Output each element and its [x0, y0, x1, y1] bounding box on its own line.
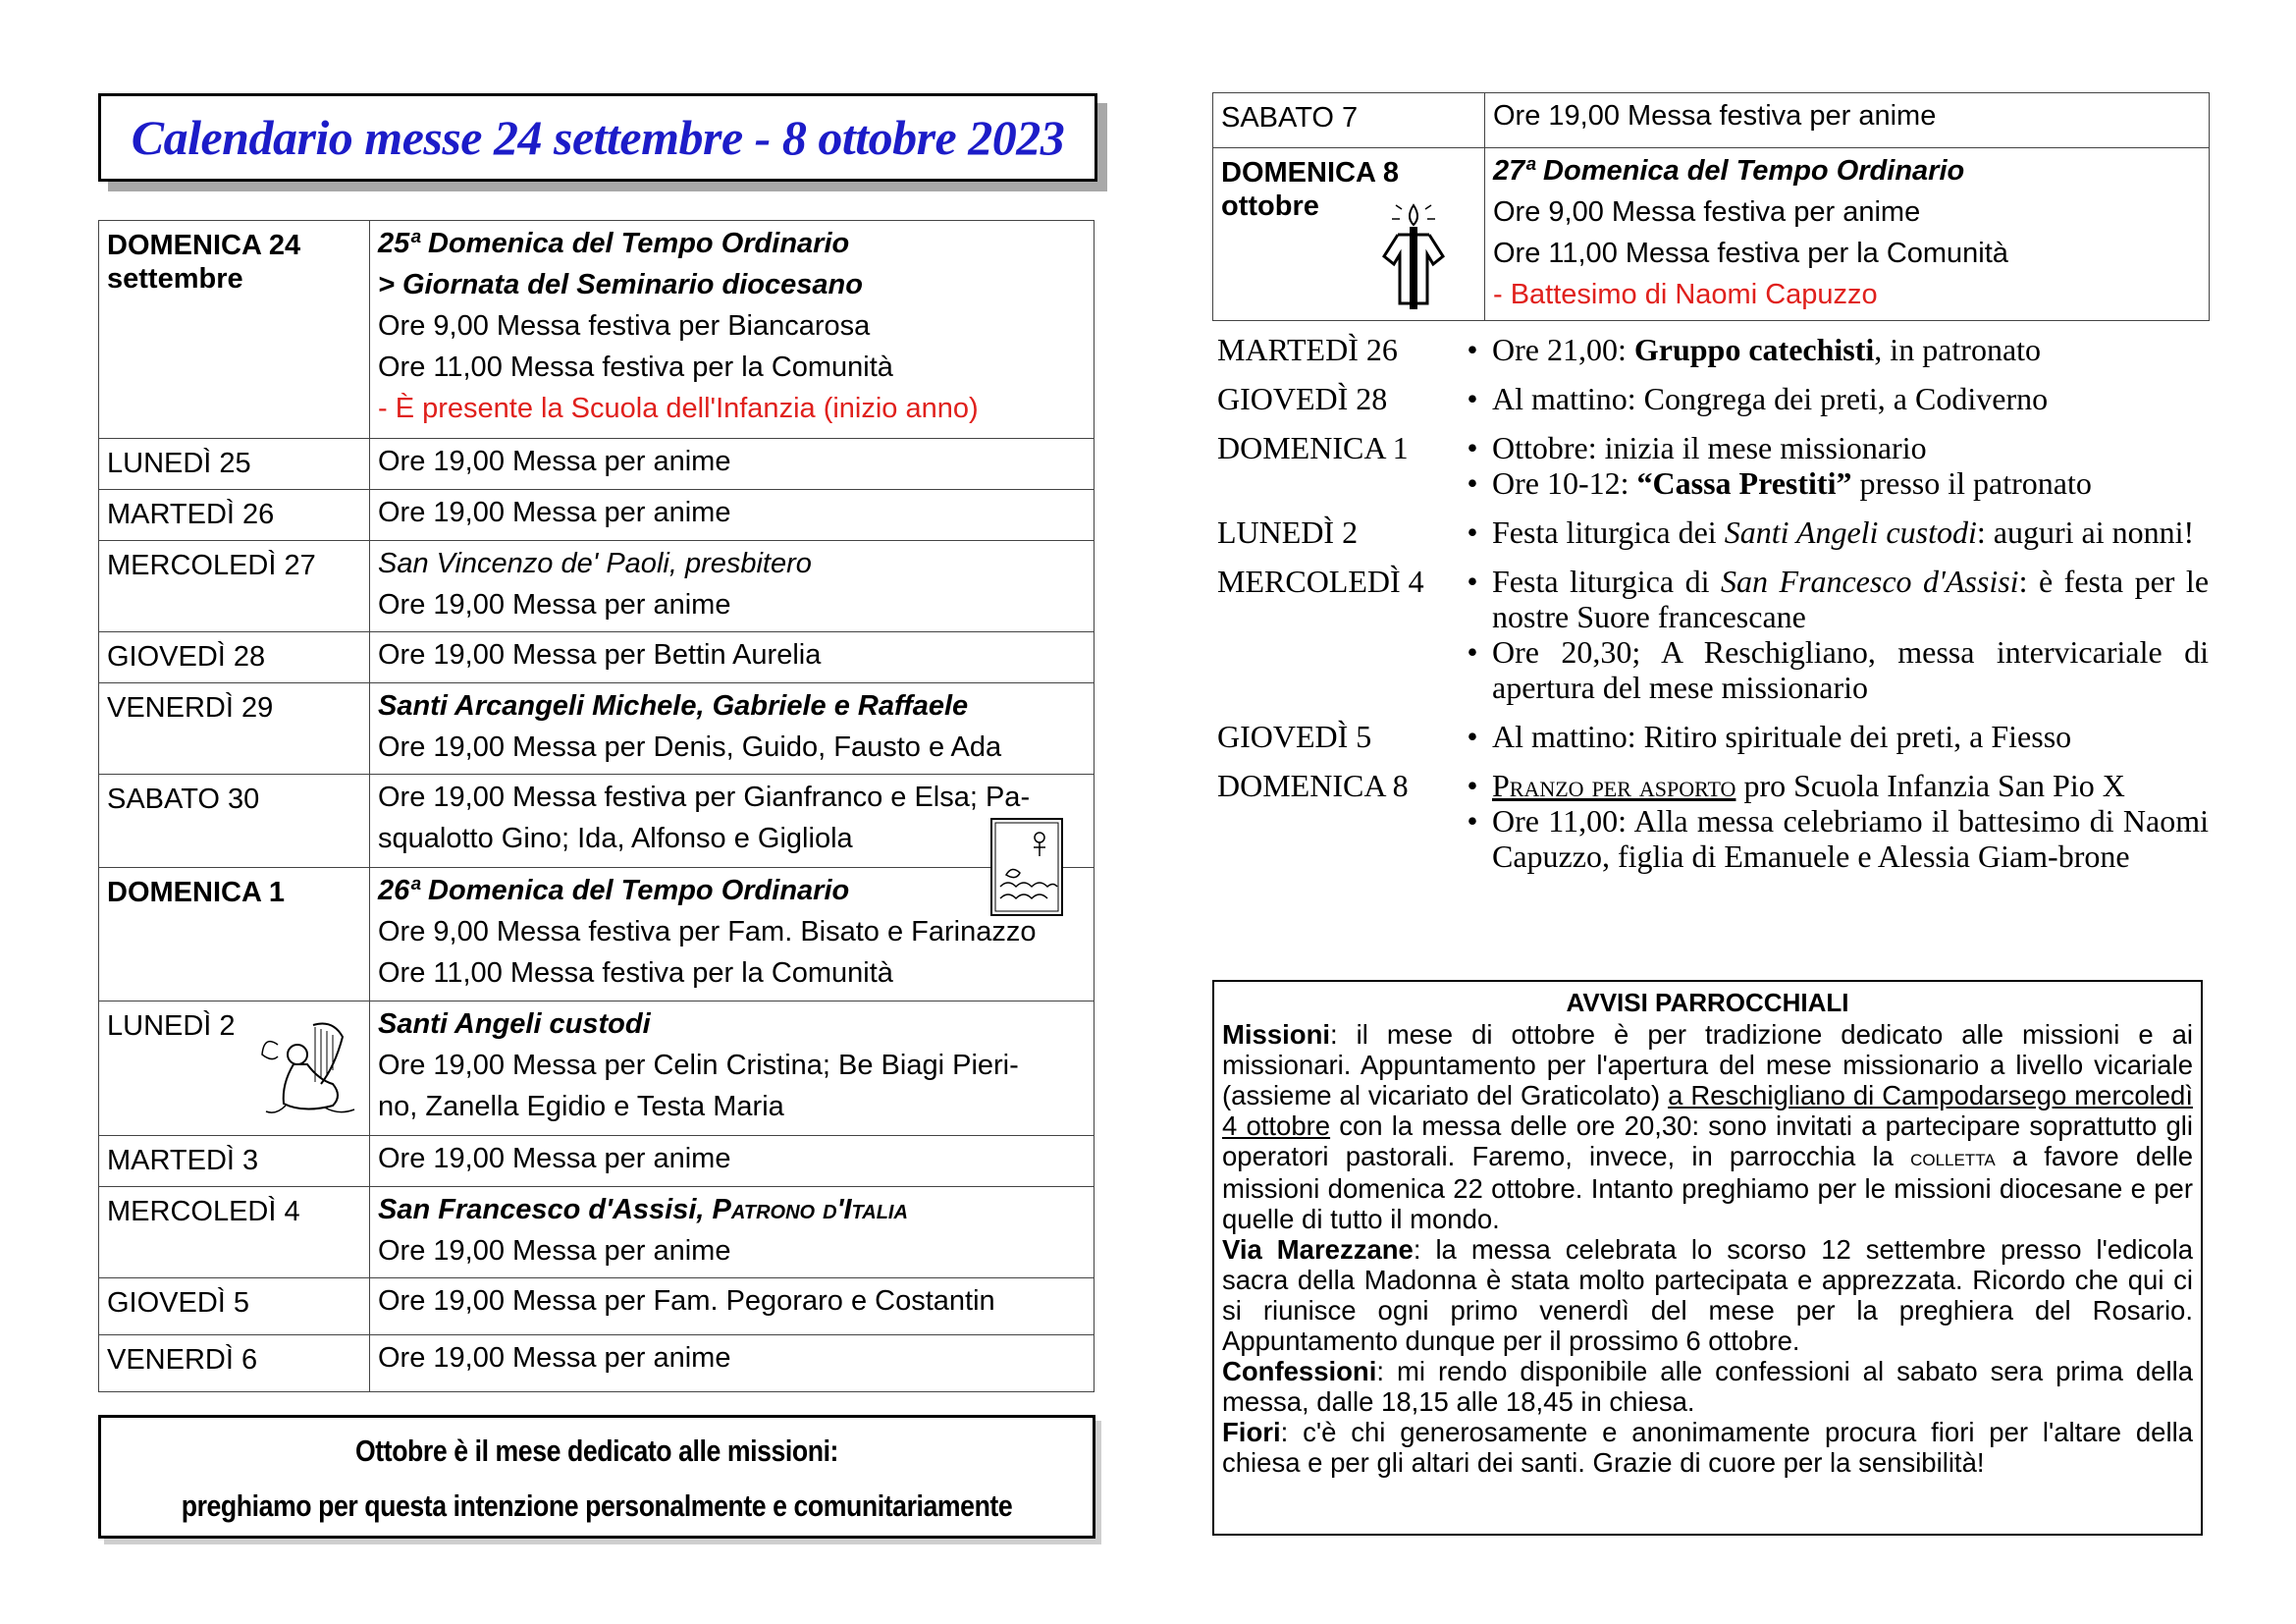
day-cell: DOMENICA 1: [99, 868, 370, 1001]
entry-line: Ore 19,00 Messa per Fam. Pegoraro e Costantin: [378, 1285, 995, 1317]
entry-cell: [370, 439, 1095, 490]
table-row: [99, 541, 1095, 632]
day-cell: MARTEDÌ 3: [99, 1136, 370, 1187]
schedule-item: • Ore 20,30; A Reschigliano, messa intervicariale di apertura del mese missionario: [1453, 634, 2209, 705]
table-row: [99, 683, 1095, 775]
bullet-icon: •: [1467, 768, 1478, 803]
weekly-schedule: [1217, 332, 2209, 888]
entry-line: Ore 19,00 Messa per Bettin Aurelia: [378, 639, 822, 671]
day-cell: VENERDÌ 29: [99, 683, 370, 775]
entry-line: squalotto Gino; Ida, Alfonso e Gigliola: [378, 823, 853, 854]
entry-line: Santi Angeli custodi: [378, 1008, 651, 1040]
table-row: [99, 1278, 1095, 1335]
day-cell: GIOVEDÌ 5: [99, 1278, 370, 1335]
entry-line: Ore 11,00 Messa festiva per la Comunità: [1493, 238, 2008, 269]
entry-cell: [370, 1136, 1095, 1187]
parish-notices-box: [1212, 980, 2203, 1536]
entry-line: Santi Arcangeli Michele, Gabriele e Raffaele: [378, 690, 969, 722]
bullet-icon: •: [1467, 381, 1478, 416]
notice-paragraph: Via Marezzane: la messa celebrata lo scorso 12 settembre presso l'edicola sacra della Madonna è stata molto partecipata e apprezzata. Ricordo che qui ci si riunisce ogni primo venerdì del mese per la preghiera del Rosario. Appuntamento dunque per il prossimo 6 ottobre.: [1222, 1234, 2193, 1356]
schedule-row: [1217, 381, 2209, 416]
bullet-icon: •: [1467, 719, 1478, 754]
entry-line: > Giornata del Seminario diocesano: [378, 269, 863, 300]
table-row: [99, 439, 1095, 490]
day-cell: VENERDÌ 6: [99, 1335, 370, 1392]
schedule-row: [1217, 564, 2209, 705]
table-row: [1213, 148, 2210, 321]
schedule-item: • Al mattino: Congrega dei preti, a Codiverno: [1453, 381, 2209, 416]
table-row: [99, 632, 1095, 683]
mission-line-1: Ottobre è il mese dedicato alle missioni:: [354, 1434, 839, 1468]
mission-box: [98, 1415, 1095, 1539]
schedule-day: LUNEDÌ 2: [1217, 514, 1359, 550]
schedule-row: [1217, 430, 2209, 501]
entry-cell: [370, 683, 1095, 775]
schedule-item: • Ore 10-12: “Cassa Prestiti” presso il patronato: [1453, 465, 2209, 501]
entry-line: - È presente la Scuola dell'Infanzia (inizio anno): [378, 393, 979, 424]
mass-calendar-table-continued: [1212, 92, 2210, 321]
schedule-row: [1217, 332, 2209, 367]
schedule-item: • Pranzo per asporto pro Scuola Infanzia San Pio X: [1453, 768, 2209, 803]
schedule-item: • Ore 11,00: Alla messa celebriamo il battesimo di Naomi Capuzzo, figlia di Emanuele e Alessia Giam-brone: [1453, 803, 2209, 874]
angel-harp-illustration: [256, 1015, 364, 1129]
day-label: DOMENICA 8: [1221, 157, 1399, 189]
table-row: [99, 775, 1095, 868]
bullet-icon: •: [1467, 564, 1478, 599]
schedule-item: • Festa liturgica dei Santi Angeli custodi: auguri ai nonni!: [1453, 514, 2209, 550]
table-row: [99, 1187, 1095, 1278]
patron-title: Patrono d'Italia: [712, 1194, 908, 1225]
entry-line: Ore 19,00 Messa per anime: [378, 1143, 731, 1174]
entry-line: Ore 9,00 Messa festiva per Fam. Bisato e Farinazzo: [378, 916, 1037, 947]
table-row: [99, 1001, 1095, 1136]
entry-line: Ore 11,00 Messa festiva per la Comunità: [378, 957, 893, 989]
schedule-day: DOMENICA 1: [1217, 430, 1409, 465]
table-row: [99, 1136, 1095, 1187]
notice-paragraph: Missioni: il mese di ottobre è per tradizione dedicato alle missioni e ai missionari. Appuntamento per l'apertura del mese missionario a livello vicariale (assieme al vicariato del Graticolato) a Reschigliano di Campodarsego mercoledì 4 ottobre con la messa delle ore 20,30: sono invitati a partecipare soprattutto gli operatori pastorali. Faremo, invece, in parrocchia la colletta a favore delle missioni domenica 22 ottobre. Intanto preghiamo per le missioni diocesane e per quelle di tutto il mondo.: [1222, 1019, 2194, 1234]
schedule-item: • Ottobre: inizia il mese missionario: [1453, 430, 2209, 465]
bullet-icon: •: [1467, 803, 1478, 839]
page-title: Calendario messe 24 settembre - 8 ottobre 2023: [131, 110, 1065, 165]
entry-line: San Vincenzo de' Paoli, presbitero: [378, 548, 812, 579]
day-cell: GIOVEDÌ 28: [99, 632, 370, 683]
entry-line: - Battesimo di Naomi Capuzzo: [1493, 279, 1878, 310]
baptism-garment-candle-illustration: [1380, 199, 1459, 315]
table-row: [99, 490, 1095, 541]
bullet-icon: •: [1467, 514, 1478, 550]
schedule-day: GIOVEDÌ 28: [1217, 381, 1388, 416]
table-row: [99, 868, 1095, 1001]
entry-line: Ore 9,00 Messa festiva per anime: [1493, 196, 1921, 228]
day-cell: MERCOLEDÌ 27: [99, 541, 370, 632]
bullet-icon: •: [1467, 332, 1478, 367]
entry-line: Ore 19,00 Messa festiva per Gianfranco e Elsa; Pa-: [378, 782, 1031, 813]
title-box: [98, 93, 1097, 182]
entry-line: Ore 11,00 Messa festiva per la Comunità: [378, 352, 893, 383]
angels-clouds-illustration: [990, 818, 1063, 916]
entry-line: Ore 9,00 Messa festiva per Biancarosa: [378, 310, 871, 342]
entry-line: Ore 19,00 Messa per Denis, Guido, Fausto e Ada: [378, 731, 1002, 763]
schedule-row: [1217, 768, 2209, 874]
day-cell: SABATO 30: [99, 775, 370, 868]
table-row: [99, 1335, 1095, 1392]
schedule-item: • Al mattino: Ritiro spirituale dei preti, a Fiesso: [1453, 719, 2209, 754]
mission-line-2: preghiamo per questa intenzione personalmente e comunitariamente: [181, 1489, 1013, 1523]
notice-paragraph: Confessioni: mi rendo disponibile alle confessioni al sabato sera prima della messa, dalle 18,15 alle 18,45 in chiesa.: [1222, 1356, 2193, 1417]
schedule-row: [1217, 719, 2209, 754]
day-cell: LUNEDÌ 25: [99, 439, 370, 490]
entry-cell: [370, 775, 1095, 868]
entry-line: no, Zanella Egidio e Testa Maria: [378, 1091, 784, 1122]
entry-line: 25ª Domenica del Tempo Ordinario: [378, 228, 850, 259]
day-label: LUNEDÌ 2: [107, 1010, 236, 1042]
entry-cell: [370, 1187, 1095, 1278]
table-row: [1213, 93, 2210, 148]
bullet-icon: •: [1467, 634, 1478, 670]
notices-title: AVVISI PARROCCHIALI: [1566, 988, 1849, 1017]
entry-cell: [1485, 93, 2210, 148]
schedule-day: MERCOLEDÌ 4: [1217, 564, 1424, 599]
day-cell: MARTEDÌ 26: [99, 490, 370, 541]
entry-line: [378, 1189, 1086, 1230]
entry-line: 27ª Domenica del Tempo Ordinario: [1493, 155, 1965, 187]
entry-cell: [370, 868, 1095, 1001]
day-cell: DOMENICA 24 settembre: [99, 221, 370, 439]
entry-line: Ore 19,00 Messa per anime: [378, 1235, 731, 1267]
mass-calendar-table: [98, 220, 1095, 1392]
entry-cell: [1485, 148, 2210, 321]
entry-cell: [370, 541, 1095, 632]
entry-line: Ore 19,00 Messa per anime: [378, 589, 731, 621]
schedule-day: DOMENICA 8: [1217, 768, 1409, 803]
entry-line: 26ª Domenica del Tempo Ordinario: [378, 875, 850, 906]
entry-cell: [370, 221, 1095, 439]
schedule-item: • Ore 21,00: Gruppo catechisti, in patronato: [1453, 332, 2209, 367]
bullet-icon: •: [1467, 465, 1478, 501]
entry-cell: [370, 1278, 1095, 1335]
schedule-day: MARTEDÌ 26: [1217, 332, 1398, 367]
schedule-row: [1217, 514, 2209, 550]
day-month: settembre: [107, 263, 243, 295]
schedule-item: • Festa liturgica di San Francesco d'Assisi: è festa per le nostre Suore francescane: [1453, 564, 2209, 634]
entry-cell: [370, 632, 1095, 683]
entry-cell: [370, 1335, 1095, 1392]
day-cell: MERCOLEDÌ 4: [99, 1187, 370, 1278]
entry-line: Ore 19,00 Messa per anime: [378, 446, 731, 477]
entry-line: Ore 19,00 Messa per anime: [378, 497, 731, 528]
day-cell: [99, 1001, 370, 1136]
day-month: ottobre: [1221, 190, 1319, 222]
schedule-day: GIOVEDÌ 5: [1217, 719, 1372, 754]
entry-cell: [370, 490, 1095, 541]
entry-line: Ore 19,00 Messa festiva per anime: [1493, 100, 1937, 132]
entry-line: Ore 19,00 Messa per Celin Cristina; Be Biagi Pieri-: [378, 1050, 1019, 1081]
entry-line: Ore 19,00 Messa per anime: [378, 1342, 731, 1374]
table-row: [99, 221, 1095, 439]
bullet-icon: •: [1467, 430, 1478, 465]
saint-name: San Francesco d'Assisi,: [378, 1194, 713, 1225]
notice-paragraph: Fiori: c'è chi generosamente e anonimamente procura fiori per l'altare della chiesa e per gli altari dei santi. Grazie di cuore per la sensibilità!: [1222, 1417, 2193, 1478]
day-cell: [1213, 148, 1485, 321]
entry-cell: [370, 1001, 1095, 1136]
day-cell: SABATO 7: [1213, 93, 1485, 148]
